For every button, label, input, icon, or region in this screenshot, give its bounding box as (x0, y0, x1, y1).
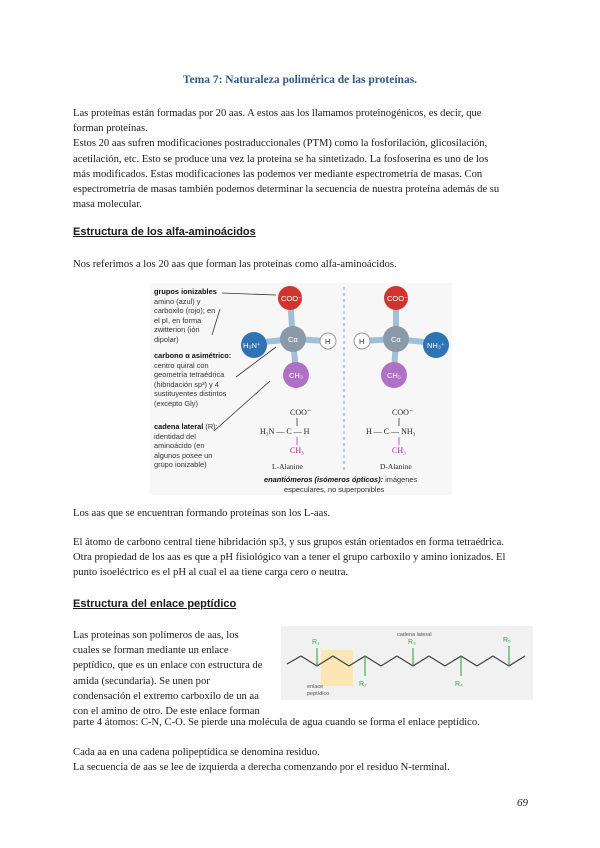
l-h3n-label: H₃N⁺ (243, 341, 261, 350)
intro-line: Estos 20 aas sufren modificaciones postraduccionales (PTM) como la fosforilación, glicosilación, (73, 138, 488, 150)
caption-ionizable-groups: grupos ionizables amino (azul) y carboxilo (rojo); en el pI, en forma zwitterion (ión dipolar) (154, 287, 217, 344)
intro-line: masa molecular. (73, 199, 142, 211)
l-alanine-label: L-Alanine (272, 462, 303, 471)
alanine-models-svg (150, 283, 452, 495)
d-formula-mid: H — C — NH₃ (366, 427, 416, 436)
l-h-label: H (325, 337, 331, 346)
section1-p2: El átomo de carbono central tiene hibridación sp3, y sus grupos están orientados en forma tetraédrica. Otra propiedad de los aas es que a pH fisiológico van a tener el grupo carboxilo y amino ionizados. El punto isoeléctrico es el pH al cual el aa tiene carga cero o neutra. (73, 537, 506, 579)
page-title: Tema 7: Naturaleza polimérica de las proteínas. (182, 74, 418, 86)
d-coo-label: COO⁻ (387, 294, 409, 303)
intro-line: forman proteínas. (73, 123, 148, 135)
peptide-chain-svg (281, 626, 533, 700)
l-ch3-label: CH₃ (289, 371, 303, 380)
section1-lead: Nos referimos a los 20 aas que forman las proteínas como alfa-aminoácidos. (73, 259, 397, 270)
side-chain-label: cadena lateral (397, 632, 432, 638)
r5-label: R₅ (503, 637, 511, 644)
r4-label: R₄ (455, 681, 463, 688)
section-heading-peptide: Estructura del enlace peptídico (73, 598, 237, 610)
caption-alpha-carbon: carbono α asimétrico: centro quiral con geometría tetraédrica (hibridación sp³) y 4 sustituyentes distintos (excepto Gly) (154, 351, 232, 408)
l-coo-label: COO⁻ (281, 294, 303, 303)
peptide-bond-label-2: peptídico (307, 691, 330, 697)
d-formula-ch3: CH₃ (392, 446, 406, 455)
caption-arrows (212, 293, 276, 431)
peptide-bond-label: enlace (307, 684, 324, 690)
section1-p1: Los aas que se encuentran formando proteínas son los L-aas. (73, 508, 331, 519)
intro-line: Las proteínas están formadas por 20 aas. A estos aas los llamamos proteinogénicos, es decir, que (73, 108, 482, 119)
d-h-label: H (359, 337, 365, 346)
amino-acid-figure (150, 283, 452, 495)
section2-p4: La secuencia de aas se lee de izquierda a derecha comenzando por el residuo N-terminal. (73, 762, 450, 773)
r2-label: R₂ (359, 681, 367, 688)
l-formula-ch3: CH₃ (290, 446, 304, 455)
section2-left-text: Las proteínas son polímeros de aas, los cuales se forman mediante un enlace peptídico, que es un enlace con estructura de amida (secundaria). Se unen por condensación el extremo carboxilo de un aa con el amino de otro. De este enlace forman (73, 630, 263, 718)
d-ch3-label: CH₃ (387, 371, 401, 380)
intro-line: espectrometría de masas también podemos determinar la secuencia de nuestra proteína además de su (73, 184, 500, 196)
section2-p3: Cada aa en una cadena polipeptídica se denomina residuo. (73, 747, 320, 758)
d-formula-coo: COO⁻ (392, 408, 414, 417)
page-number: 69 (517, 797, 528, 809)
l-ca-label: Cα (288, 335, 298, 344)
caption-enantiomers: enantiómeros (isómeros ópticos): imágenes especulares, no superponibles (264, 475, 418, 494)
r1-label: R₁ (312, 639, 320, 646)
d-nh3-label: NH₃⁺ (427, 341, 445, 350)
peptide-chain-figure (281, 626, 533, 700)
l-formula-coo: COO⁻ (290, 408, 312, 417)
peptide-bond-highlight (321, 650, 353, 686)
l-formula-mid: H₃N — C — H (260, 427, 310, 436)
r3-label: R₃ (408, 639, 416, 646)
caption-side-chain: cadena lateral (R): identidad del aminoácido (en algunos posee un grupo ionizable) (154, 422, 218, 470)
intro-paragraph (73, 106, 543, 212)
intro-line: acetilación, etc. Esto se produce una vez la proteína se ha sintetizado. La fosfoserina es uno de los (73, 153, 489, 165)
intro-line: más modificados. Estas modificaciones las podemos ver mediante espectrometría de masas. Con (73, 168, 483, 180)
section-heading-aminoacids: Estructura de los alfa-aminoácidos (73, 226, 256, 238)
d-alanine-label: D-Alanine (380, 462, 412, 471)
section2-line-after: parte 4 átomos: C-N, C-O. Se pierde una molécula de agua cuando se forma el enlace peptídico. (73, 717, 480, 728)
d-ca-label: Cα (391, 335, 401, 344)
